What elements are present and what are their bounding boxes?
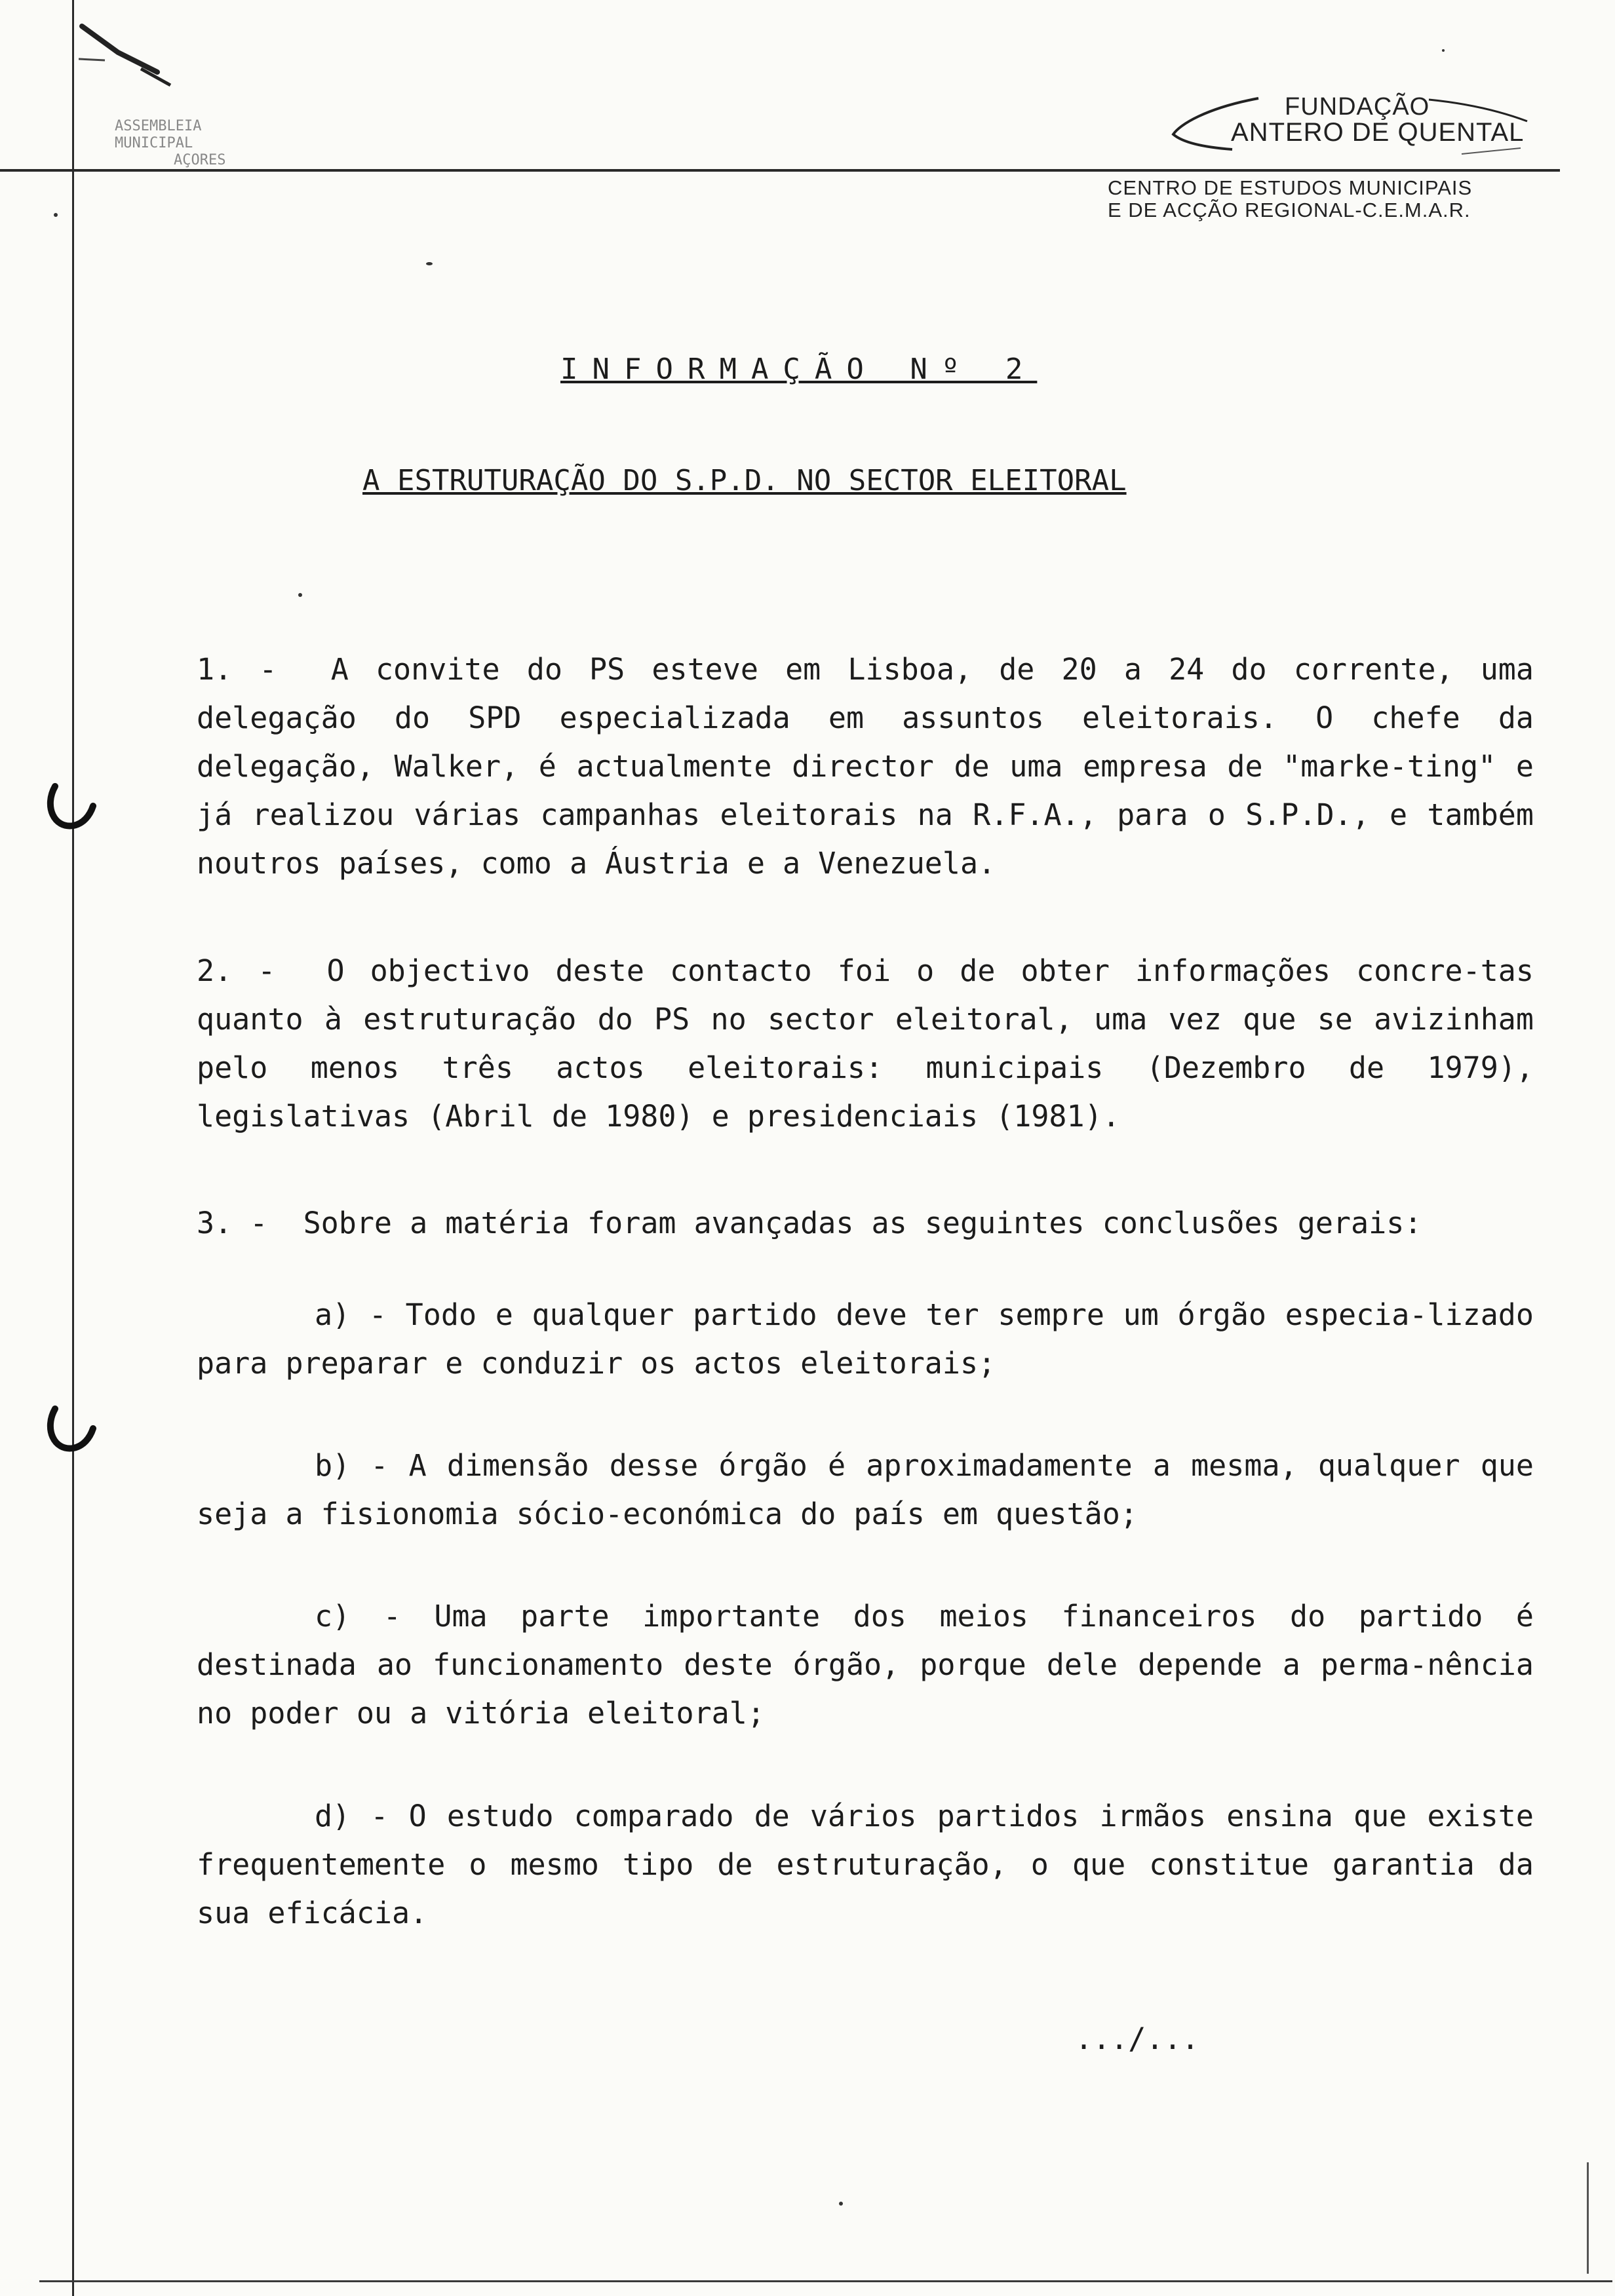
logo-text-bottom: ANTERO DE QUENTAL	[1231, 118, 1525, 147]
foundation-logo	[1154, 85, 1547, 164]
header-rule	[0, 169, 1560, 172]
paragraph-3	[197, 1199, 1534, 1248]
scan-speck	[54, 213, 58, 217]
paragraph-1	[197, 645, 1534, 888]
logo-text-top: FUNDAÇÃO	[1285, 93, 1430, 121]
paragraph-text: O objectivo deste contacto foi o de obter informações concre-tas quanto à estruturação do PS no sector eleitoral, uma vez que se avizinham pelo menos três actos eleitorais: municipais (Dezembro de 1979), legislativas (Abril de 1980) e presidenciais (1981).	[197, 953, 1534, 1134]
page-edge-mark	[1587, 2162, 1589, 2274]
document-subtitle: A ESTRUTURAÇÃO DO S.P.D. NO SECTOR ELEITORAL	[362, 464, 1127, 497]
paragraph-2	[197, 947, 1534, 1141]
corner-scribble-mark	[79, 13, 197, 98]
continuation-mark: .../...	[1075, 2021, 1199, 2056]
paragraph-text: Sobre a matéria foram avançadas as seguintes conclusões gerais:	[303, 1206, 1422, 1240]
list-item-a: a) - Todo e qualquer partido deve ter sempre um órgão especia-lizado para preparar e conduzir os actos eleitorais;	[197, 1297, 1534, 1381]
stamp-line: ASSEMBLEIA MUNICIPAL	[115, 118, 202, 151]
binder-hole-icon	[41, 1402, 100, 1461]
faded-stamp	[115, 118, 285, 169]
scan-speck	[298, 593, 302, 597]
paragraph-number: 3. -	[197, 1206, 303, 1240]
footer-rule	[39, 2280, 1612, 2282]
organization-line: CENTRO DE ESTUDOS MUNICIPAIS	[1108, 176, 1473, 199]
scan-speck	[839, 2202, 843, 2206]
paragraph-number: 1. -	[197, 652, 331, 687]
list-item-d: d) - O estudo comparado de vários partidos irmãos ensina que existe frequentemente o mesmo tipo de estruturação, o que constitue garantia da sua eficácia.	[197, 1799, 1534, 1930]
organization-name	[1108, 177, 1566, 221]
document-title: INFORMAÇÃO Nº 2	[560, 353, 1038, 386]
scan-speck	[426, 262, 433, 265]
stamp-line: AÇORES	[174, 152, 226, 168]
organization-line: E DE ACÇÃO REGIONAL-C.E.M.A.R.	[1108, 199, 1471, 221]
left-margin-line	[72, 0, 74, 2296]
binder-hole-icon	[41, 780, 100, 839]
paragraph-text: A convite do PS esteve em Lisboa, de 20 a 24 do corrente, uma delegação do SPD especializada em assuntos eleitorais. O chefe da delegação, Walker, é actualmente director de uma empresa de "marke-ting" e já realizou várias campanhas eleitorais na R.F.A., para o S.P.D., e também noutros países, como a Áustria e a Venezuela.	[197, 652, 1534, 881]
scan-speck	[1442, 49, 1445, 52]
list-item-c: c) - Uma parte importante dos meios financeiros do partido é destinada ao funcionamento deste órgão, porque dele depende a perma-nência no poder ou a vitória eleitoral;	[197, 1599, 1534, 1731]
list-item-b: b) - A dimensão desse órgão é aproximadamente a mesma, qualquer que seja a fisionomia sócio-económica do país em questão;	[197, 1448, 1534, 1531]
paragraph-number: 2. -	[197, 953, 327, 988]
